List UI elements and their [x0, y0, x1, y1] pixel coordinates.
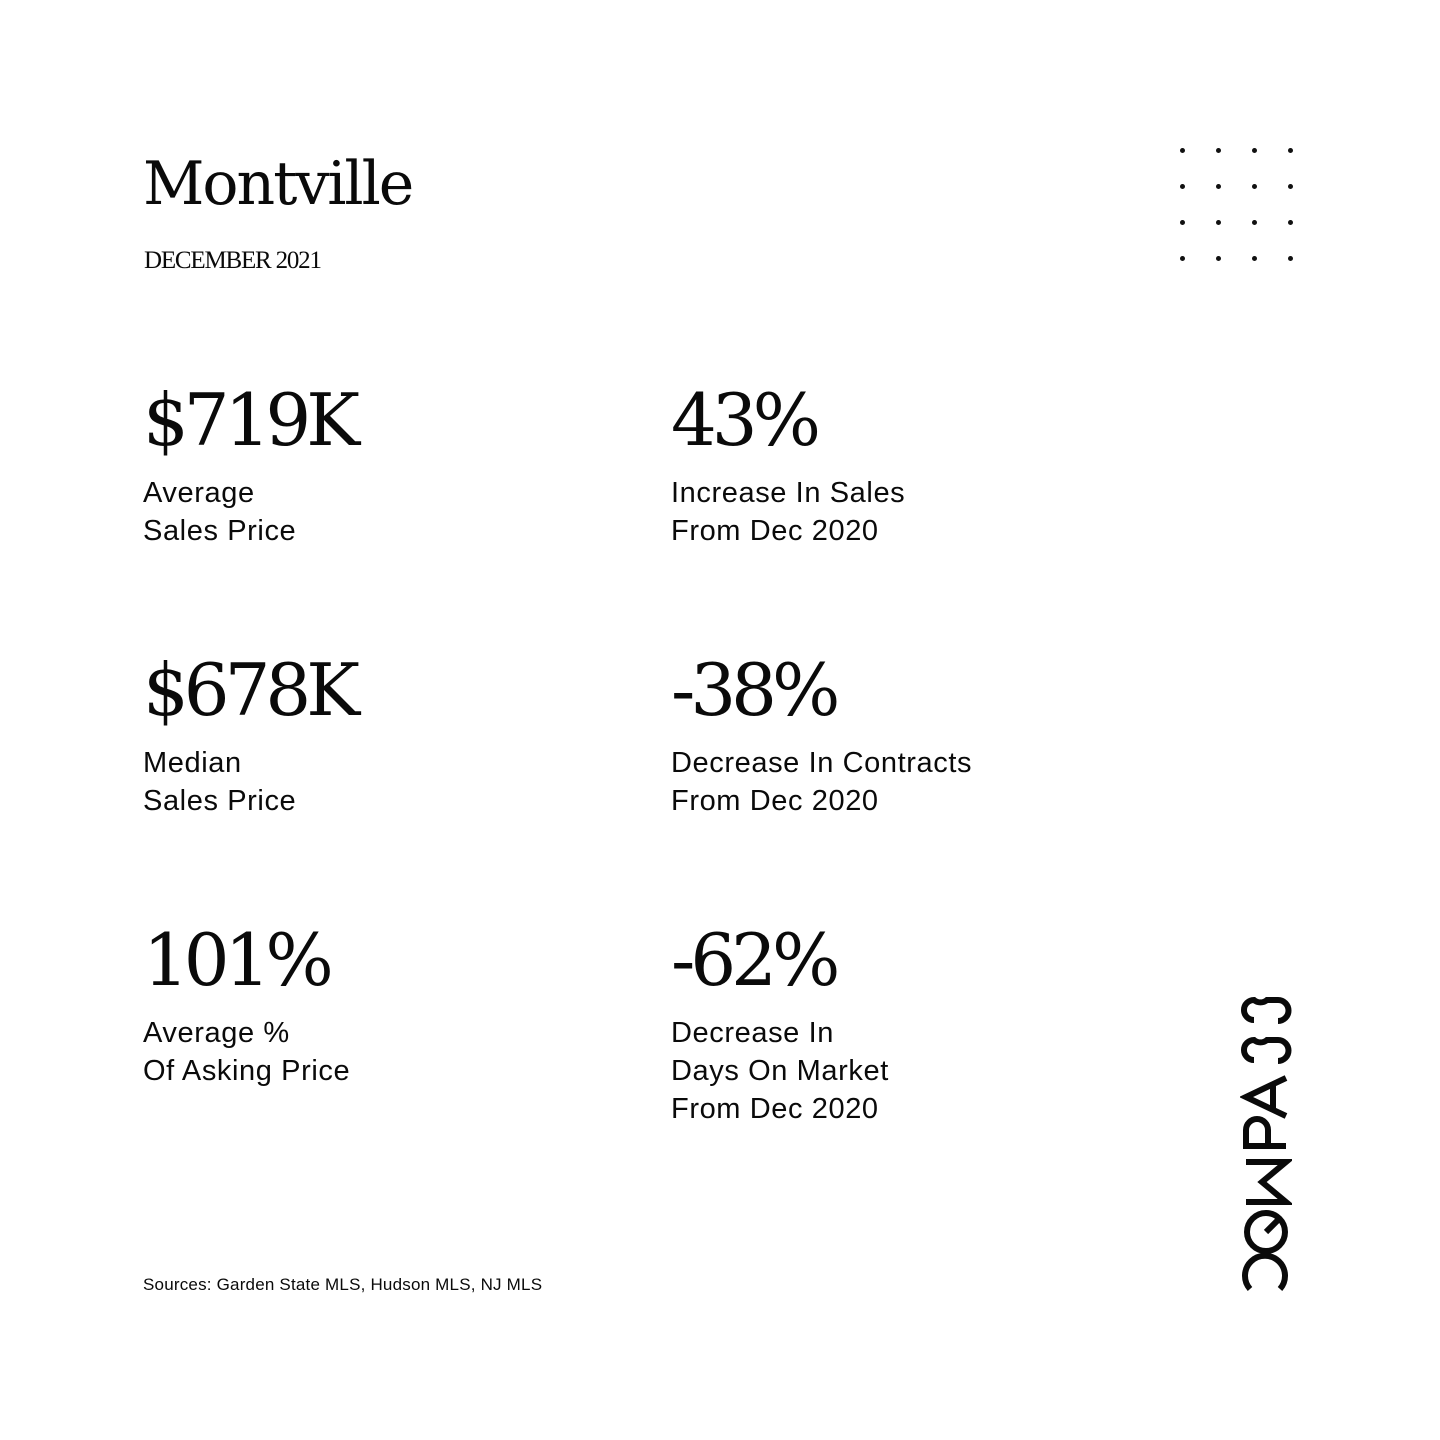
stat-value: -62% — [671, 918, 836, 1002]
dot — [1216, 256, 1221, 261]
logo-letter-p — [1246, 1119, 1286, 1146]
stat-days-on-market-decrease — [671, 920, 889, 1128]
stat-label — [671, 474, 905, 550]
dot-grid-icon — [1176, 144, 1302, 270]
stat-label-line: From Dec 2020 — [671, 785, 879, 817]
stat-sales-increase — [671, 380, 905, 550]
stat-label-line: Average % — [143, 1017, 290, 1049]
stat-label-line: Decrease In Contracts — [671, 747, 973, 779]
logo-letter-m — [1246, 1162, 1286, 1202]
logo-letter-a — [1246, 1078, 1286, 1116]
stat-label — [671, 1014, 889, 1128]
dot — [1252, 184, 1257, 189]
stat-label-line: Median — [143, 747, 242, 779]
logo-letter-s — [1244, 1040, 1289, 1061]
dot — [1180, 148, 1185, 153]
stat-label-line: Decrease In — [671, 1017, 834, 1049]
dot — [1252, 148, 1257, 153]
stat-value: $678K — [143, 648, 356, 732]
stat-label — [143, 474, 355, 550]
compass-logo — [1240, 956, 1292, 1292]
page-title: Montville — [143, 149, 413, 219]
stat-value: $719K — [143, 378, 356, 462]
stat-value: 43% — [671, 378, 817, 462]
stat-label-line: From Dec 2020 — [671, 1093, 879, 1125]
dot — [1216, 184, 1221, 189]
report-date: DECEMBER 2021 — [144, 247, 321, 274]
dot — [1216, 220, 1221, 225]
stat-average-sales-price — [143, 380, 355, 550]
stat-label-line: Of Asking Price — [143, 1055, 351, 1087]
sources-note: Sources: Garden State MLS, Hudson MLS, NJ MLS — [143, 1275, 543, 1294]
dot — [1180, 220, 1185, 225]
stat-contracts-decrease — [671, 650, 972, 820]
stat-label-line: Increase In Sales — [671, 477, 906, 509]
stat-label-line: From Dec 2020 — [671, 515, 879, 547]
stat-label — [143, 1014, 350, 1090]
dot — [1252, 256, 1257, 261]
stat-label — [143, 744, 355, 820]
stat-percent-of-asking — [143, 920, 350, 1090]
dot — [1288, 184, 1293, 189]
stat-label-line: Average — [143, 477, 255, 509]
logo-letter-s — [1244, 1000, 1289, 1021]
stat-median-sales-price — [143, 650, 355, 820]
dot — [1180, 256, 1185, 261]
stat-value: 101% — [143, 918, 329, 1002]
dot — [1216, 148, 1221, 153]
stat-label-line: Days On Market — [671, 1055, 889, 1087]
logo-letter-c — [1245, 1256, 1285, 1289]
dot — [1252, 220, 1257, 225]
stat-value: -38% — [671, 648, 836, 732]
stat-label-line: Sales Price — [143, 515, 297, 547]
stat-label-line: Sales Price — [143, 785, 297, 817]
dot — [1180, 184, 1185, 189]
dot — [1288, 256, 1293, 261]
dot — [1288, 148, 1293, 153]
stat-label — [671, 744, 972, 820]
dot — [1288, 220, 1293, 225]
logo-needle — [1266, 1220, 1278, 1232]
